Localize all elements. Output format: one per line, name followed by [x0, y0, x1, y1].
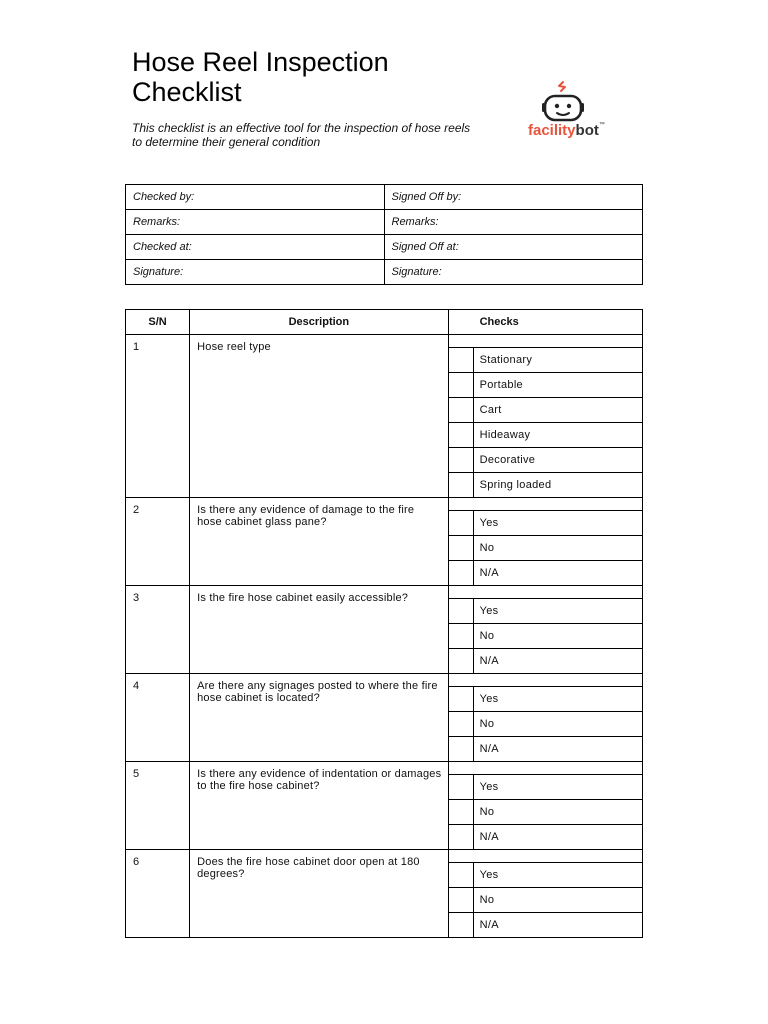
signoff-left-field[interactable]: Checked at:	[126, 235, 385, 260]
item-description: Does the fire hose cabinet door open at 180 degrees?	[190, 850, 449, 938]
signoff-right-field[interactable]: Signature:	[384, 260, 643, 285]
item-description: Is there any evidence of indentation or damages to the fire hose cabinet?	[190, 762, 449, 850]
check-option-label: Portable	[479, 379, 523, 391]
item-description: Is there any evidence of damage to the fire hose cabinet glass pane?	[190, 498, 449, 586]
checkbox[interactable]	[449, 687, 474, 711]
logo-wordmark	[528, 122, 605, 139]
check-option-label: No	[479, 894, 495, 906]
check-option-label: Decorative	[479, 454, 536, 466]
check-option[interactable]	[449, 511, 642, 536]
checks-spacer	[449, 762, 642, 775]
check-option[interactable]	[449, 398, 642, 423]
checklist-row	[126, 586, 643, 674]
signoff-right-field[interactable]: Remarks:	[384, 210, 643, 235]
signoff-right-field[interactable]: Signed Off by:	[384, 185, 643, 210]
signoff-row	[126, 185, 643, 210]
header-description: Description	[190, 310, 449, 335]
checkbox[interactable]	[449, 398, 474, 422]
checkbox[interactable]	[449, 448, 474, 472]
check-option[interactable]	[449, 913, 642, 937]
signoff-left-field[interactable]: Checked by:	[126, 185, 385, 210]
checklist-row	[126, 674, 643, 762]
checkbox[interactable]	[449, 888, 474, 912]
check-option-label: Spring loaded	[479, 479, 552, 491]
check-option-label: Stationary	[479, 354, 533, 366]
check-option-label: N/A	[479, 743, 499, 755]
checkbox[interactable]	[449, 913, 474, 937]
robot-head-icon	[541, 80, 585, 122]
signoff-left-field[interactable]: Remarks:	[126, 210, 385, 235]
logo-text-bot: bot	[575, 122, 599, 139]
check-option-label: Cart	[479, 404, 502, 416]
checkbox[interactable]	[449, 473, 474, 497]
check-option-label: No	[479, 718, 495, 730]
check-option-label: N/A	[479, 655, 499, 667]
checkbox[interactable]	[449, 737, 474, 761]
check-option-label: Yes	[479, 869, 499, 881]
item-number: 3	[126, 586, 190, 674]
check-option-label: No	[479, 542, 495, 554]
check-option[interactable]	[449, 536, 642, 561]
check-option[interactable]	[449, 561, 642, 585]
item-checks	[448, 335, 642, 498]
checks-spacer	[449, 674, 642, 687]
checkbox[interactable]	[449, 348, 474, 372]
checks-spacer	[449, 498, 642, 511]
checkbox[interactable]	[449, 536, 474, 560]
checkbox[interactable]	[449, 599, 474, 623]
signoff-row	[126, 210, 643, 235]
check-option[interactable]	[449, 423, 642, 448]
facilitybot-logo	[526, 80, 616, 146]
check-option[interactable]	[449, 448, 642, 473]
check-option-label: Yes	[479, 517, 499, 529]
check-option[interactable]	[449, 863, 642, 888]
checklist-row	[126, 335, 643, 498]
check-option-label: Yes	[479, 781, 499, 793]
check-option[interactable]	[449, 800, 642, 825]
check-option-label: Yes	[479, 693, 499, 705]
check-option-label: N/A	[479, 831, 499, 843]
checklist-row	[126, 762, 643, 850]
checkbox[interactable]	[449, 511, 474, 535]
checkbox[interactable]	[449, 825, 474, 849]
item-checks	[448, 850, 642, 938]
item-number: 2	[126, 498, 190, 586]
checkbox[interactable]	[449, 775, 474, 799]
checkbox[interactable]	[449, 800, 474, 824]
item-number: 4	[126, 674, 190, 762]
item-checks	[448, 674, 642, 762]
checklist-row	[126, 850, 643, 938]
check-option[interactable]	[449, 348, 642, 373]
check-option-label: Hideaway	[479, 429, 531, 441]
title-line-2: Checklist	[132, 77, 242, 107]
checklist-row	[126, 498, 643, 586]
item-checks	[448, 498, 642, 586]
check-option-label: N/A	[479, 567, 499, 579]
check-option[interactable]	[449, 712, 642, 737]
item-description: Are there any signages posted to where the fire hose cabinet is located?	[190, 674, 449, 762]
check-option-label: No	[479, 630, 495, 642]
item-number: 6	[126, 850, 190, 938]
check-option[interactable]	[449, 599, 642, 624]
check-option[interactable]	[449, 888, 642, 913]
item-number: 5	[126, 762, 190, 850]
checks-spacer	[449, 335, 642, 348]
check-option[interactable]	[449, 825, 642, 849]
checkbox[interactable]	[449, 561, 474, 585]
check-option[interactable]	[449, 687, 642, 712]
item-checks	[448, 586, 642, 674]
checklist-header-row	[126, 310, 643, 335]
item-description: Is the fire hose cabinet easily accessible?	[190, 586, 449, 674]
checkbox[interactable]	[449, 863, 474, 887]
header-sn: S/N	[126, 310, 190, 335]
checkbox[interactable]	[449, 712, 474, 736]
check-option[interactable]	[449, 473, 642, 497]
logo-text-facility: facility	[528, 122, 576, 139]
checklist-table	[125, 309, 643, 938]
check-option-label: Yes	[479, 605, 499, 617]
checks-spacer	[449, 586, 642, 599]
signoff-left-field[interactable]: Signature:	[126, 260, 385, 285]
check-option-label: N/A	[479, 919, 499, 931]
signoff-table	[125, 184, 643, 285]
page-subtitle: This checklist is an effective tool for the inspection of hose reels to determine their general condition	[132, 121, 471, 149]
signoff-row	[126, 260, 643, 285]
header-checks: Checks	[448, 310, 642, 335]
checkbox[interactable]	[449, 423, 474, 447]
check-option[interactable]	[449, 624, 642, 649]
item-description: Hose reel type	[190, 335, 449, 498]
check-option-label: No	[479, 806, 495, 818]
signoff-row	[126, 235, 643, 260]
check-option[interactable]	[449, 737, 642, 761]
logo-trademark: ™	[598, 122, 605, 128]
check-option[interactable]	[449, 649, 642, 673]
signoff-right-field[interactable]: Signed Off at:	[384, 235, 643, 260]
checkbox[interactable]	[449, 649, 474, 673]
page-title	[132, 47, 492, 107]
check-option[interactable]	[449, 373, 642, 398]
item-number: 1	[126, 335, 190, 498]
item-checks	[448, 762, 642, 850]
check-option[interactable]	[449, 775, 642, 800]
title-line-1: Hose Reel Inspection	[132, 47, 389, 77]
checkbox[interactable]	[449, 373, 474, 397]
checks-spacer	[449, 850, 642, 863]
checkbox[interactable]	[449, 624, 474, 648]
